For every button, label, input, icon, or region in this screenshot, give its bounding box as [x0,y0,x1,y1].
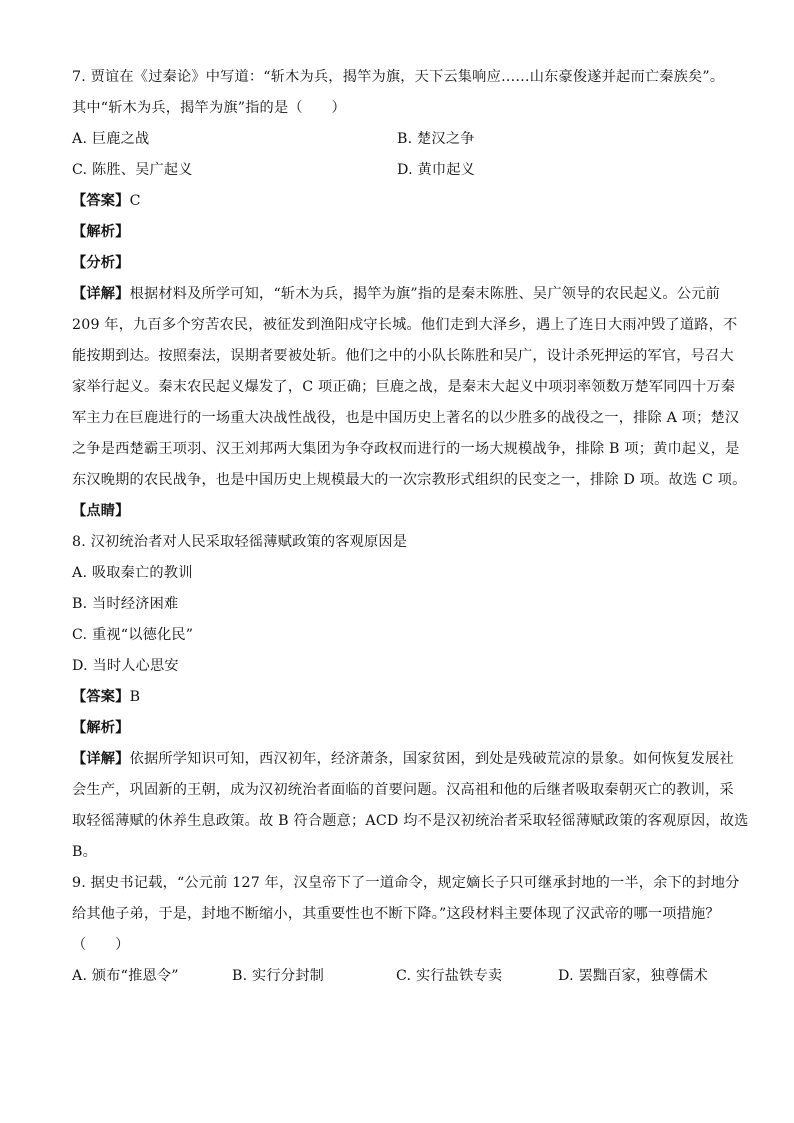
q7-detail-line-4: 家举行起义。秦末农民起义爆发了，C 项正确；巨鹿之战，是秦末大起义中项羽率领数万楚军同四十万秦 [72,379,736,395]
q7-option-a: A. 巨鹿之战 [72,131,150,147]
q7-stem-line-1: 7. 贾谊在《过秦论》中写道：“斩木为兵，揭竿为旗，天下云集响应……山东豪俊遂并起而亡秦族矣”。 [72,69,725,85]
q7-options-row-2 [72,155,722,186]
q7-analysis-tag: 【解析】 [72,224,130,240]
q7-detail-line-2: 209 年，九百多个穷苦农民，被征发到渔阳戍守长城。他们走到大泽乡，遇上了连日大雨冲毁了道路，不 [72,317,738,333]
q8-stem: 8. 汉初统治者对人民采取轻徭薄赋政策的客观原因是 [72,534,408,550]
q7-detail-line-5: 军主力在巨鹿进行的一场重大决战性战役，也是中国历史上著名的以少胜多的战役之一，排除 A 项；楚汉 [72,410,740,426]
q7-detail-line-6: 之争是西楚霸王项羽、汉王刘邦两大集团为争夺政权而进行的一场大规模战争，排除 B 项；黄巾起义，是 [72,441,740,457]
q9-option-a: A. 颁布“推恩令” [72,968,179,984]
q7-detail-line-1 [72,279,722,310]
q7-answer [72,186,722,217]
q7-options-row-1 [72,124,722,155]
q9-stem-line-2: 给其他子弟，于是，封地不断缩小，其重要性也不断下降。”这段材料主要体现了汉武帝的哪一项措施？ [72,906,720,922]
q8-detail-text-1: 依据所学知识可知，西汉初年，经济萧条，国家贫困，到处是残破荒凉的景象。如何恢复发展社 [129,751,734,767]
q8-detail-line-2: 会生产，巩固新的王朝，成为汉初统治者面临的首要问题。汉高祖和他的后继者吸取秦朝灭亡的教训，采 [72,782,734,798]
q9-options-row [72,961,722,992]
q8-option-a: A. 吸取秦亡的教训 [72,565,193,581]
q8-detail-line-1 [72,744,734,775]
q8-answer-tag: 【答案】 [72,689,130,705]
q8-option-b: B. 当时经济困难 [72,596,179,612]
q8-detail-tag: 【详解】 [72,751,130,767]
q8-detail-line-4: B。 [72,844,98,860]
q7-stem-line-2: 其中“斩木为兵，揭竿为旗”指的是（ ） [72,100,346,116]
q8-answer-value: B [129,689,141,705]
q7-dianjing-tag: 【点睛】 [72,503,130,519]
q7-answer-value: C [129,193,141,209]
q7-option-b: B. 楚汉之争 [397,131,475,147]
q9-stem-line-3: （ ） [72,937,130,953]
q7-option-d: D. 黄巾起义 [397,162,476,178]
q8-option-c: C. 重视“以德化民” [72,627,194,643]
q9-stem-line-1: 9. 据史书记载，“公元前 127 年，汉皇帝下了一道命令，规定嫡长子只可继承封地的一半，余下的封地分 [72,875,740,891]
q8-option-d: D. 当时人心思安 [72,658,179,674]
q7-fenxi-tag: 【分析】 [72,255,130,271]
q7-detail-text-1: 根据材料及所学可知，“斩木为兵，揭竿为旗”指的是秦末陈胜、吴广领导的农民起义。公元前 [129,286,720,302]
q8-detail-line-3: 取轻徭薄赋的休养生息政策。故 B 符合题意；ACD 均不是汉初统治者采取轻徭薄赋政策的客观原因，故选 [72,813,749,829]
q8-answer [72,682,722,713]
q7-detail-tag: 【详解】 [72,286,130,302]
q7-answer-tag: 【答案】 [72,193,130,209]
document-page [72,62,749,992]
q7-detail-line-3: 能按期到达。按照秦法，误期者要被处斩。他们之中的小队长陈胜和吴广，设计杀死押运的军官，号召大 [72,348,734,364]
q8-analysis-tag: 【解析】 [72,720,130,736]
q7-option-c: C. 陈胜、吴广起义 [72,162,193,178]
q9-option-b: B. 实行分封制 [232,968,324,984]
q7-detail-line-7: 东汉晚期的农民战争，也是中国历史上规模最大的一次宗教形式组织的民变之一，排除 D 项。故选 C 项。 [72,472,747,488]
q9-option-c: C. 实行盐铁专卖 [396,968,503,984]
q9-option-d: D. 罢黜百家，独尊儒术 [558,968,708,984]
